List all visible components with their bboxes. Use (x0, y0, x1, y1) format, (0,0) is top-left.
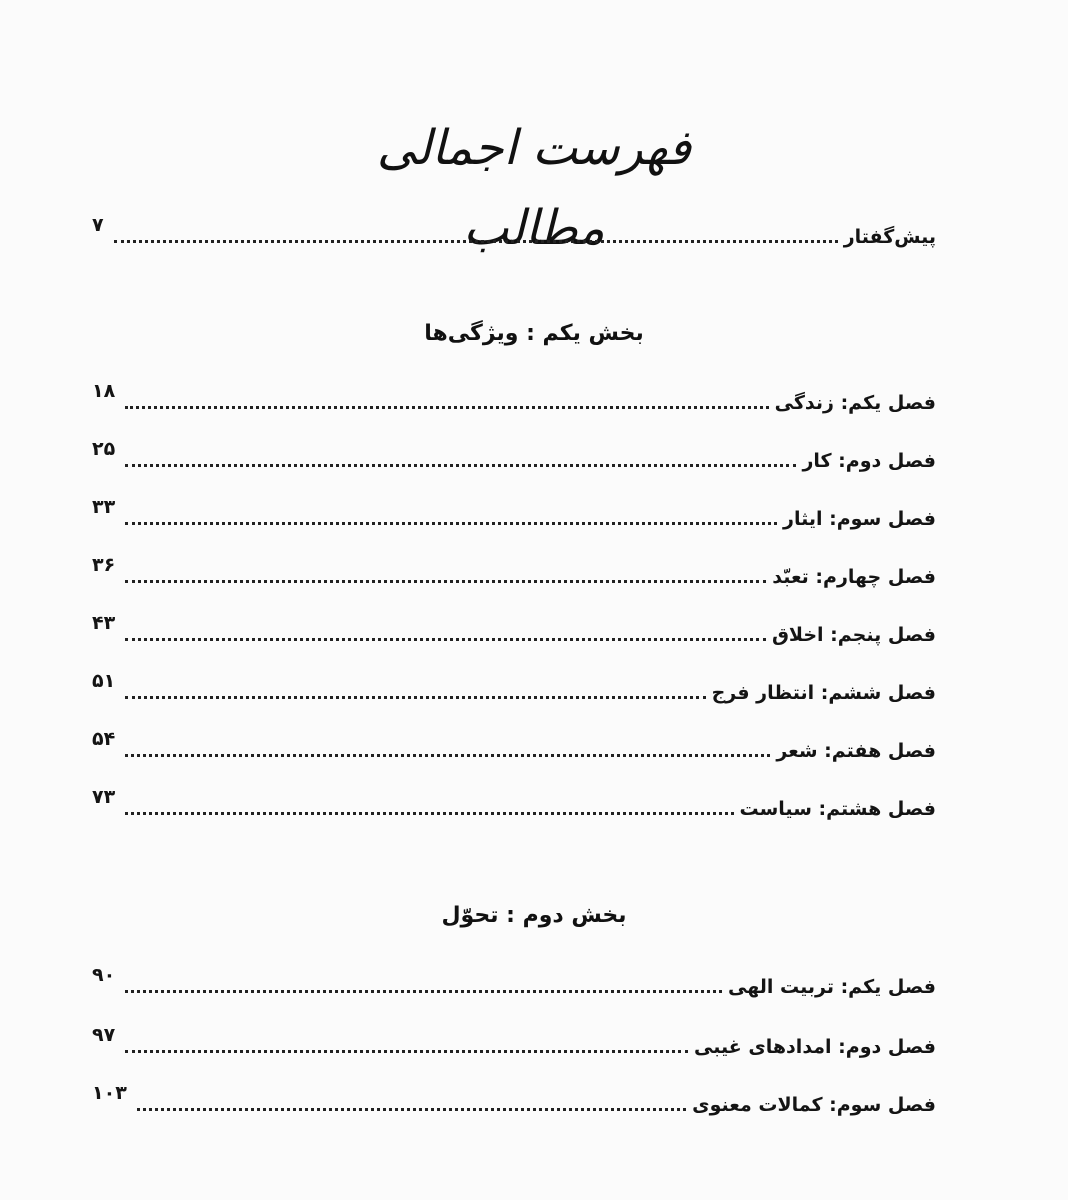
toc-label: فصل یکم: تربیت الهی (727, 976, 936, 998)
toc-row (92, 380, 936, 418)
dot-leader (125, 638, 766, 641)
toc-label: فصل سوم: کمالات معنوی (692, 1094, 936, 1116)
toc-label: فصل هفتم: شعر (776, 740, 936, 762)
dot-leader (125, 696, 705, 699)
toc-page-number: ۴۳ (92, 612, 116, 634)
toc-label: فصل ششم: انتظار فرج (711, 682, 936, 704)
section-heading-part2: بخش دوم : تحوّل (441, 903, 627, 928)
dot-leader (125, 464, 796, 467)
toc-page-number: ۱۸ (92, 380, 116, 402)
toc-row (92, 438, 936, 476)
toc-row (92, 1024, 936, 1062)
toc-page-number: ۳۶ (92, 554, 116, 576)
toc-label: فصل دوم: کار (802, 450, 936, 472)
toc-page-number: ۱۰۳ (92, 1082, 127, 1104)
page-title: فهرست اجمالی مطالب (376, 120, 692, 256)
toc-page-number: ۵۱ (92, 670, 116, 692)
toc-row (92, 964, 936, 1002)
dot-leader (125, 406, 768, 409)
toc-row (92, 786, 936, 824)
toc-row (92, 728, 936, 766)
toc-page-number: ۲۵ (92, 438, 116, 460)
toc-row (92, 554, 936, 592)
dot-leader (125, 1050, 688, 1053)
dot-leader (125, 580, 766, 583)
dot-leader (125, 990, 722, 993)
dot-leader (125, 754, 770, 757)
toc-row (92, 670, 936, 708)
toc-row (92, 1082, 936, 1120)
toc-page-number: ۹۷ (92, 1024, 116, 1046)
toc-row (92, 496, 936, 534)
toc-page-number: ۷۳ (92, 786, 116, 808)
toc-label: فصل هشتم: سیاست (739, 798, 936, 820)
toc-page-number: ۵۴ (92, 728, 116, 750)
dot-leader (114, 240, 838, 243)
toc-page-number: ۹۰ (92, 964, 116, 986)
toc-page-number: ۳۳ (92, 496, 116, 518)
toc-row-intro (92, 214, 936, 252)
toc-row (92, 612, 936, 650)
dot-leader (137, 1108, 686, 1111)
toc-label: فصل پنجم: اخلاق (771, 624, 936, 646)
section-heading-part1: بخش یکم : ویژگی‌ها (424, 321, 644, 346)
toc-label: فصل چهارم: تعبّد (772, 566, 936, 588)
toc-page-number: ۷ (92, 214, 104, 236)
toc-label: پیش‌گفتار (843, 226, 936, 248)
toc-label: فصل دوم: امدادهای غیبی (694, 1036, 936, 1058)
toc-label: فصل سوم: ایثار (783, 508, 936, 530)
dot-leader (125, 522, 777, 525)
dot-leader (125, 812, 733, 815)
toc-label: فصل یکم: زندگی (774, 392, 936, 414)
